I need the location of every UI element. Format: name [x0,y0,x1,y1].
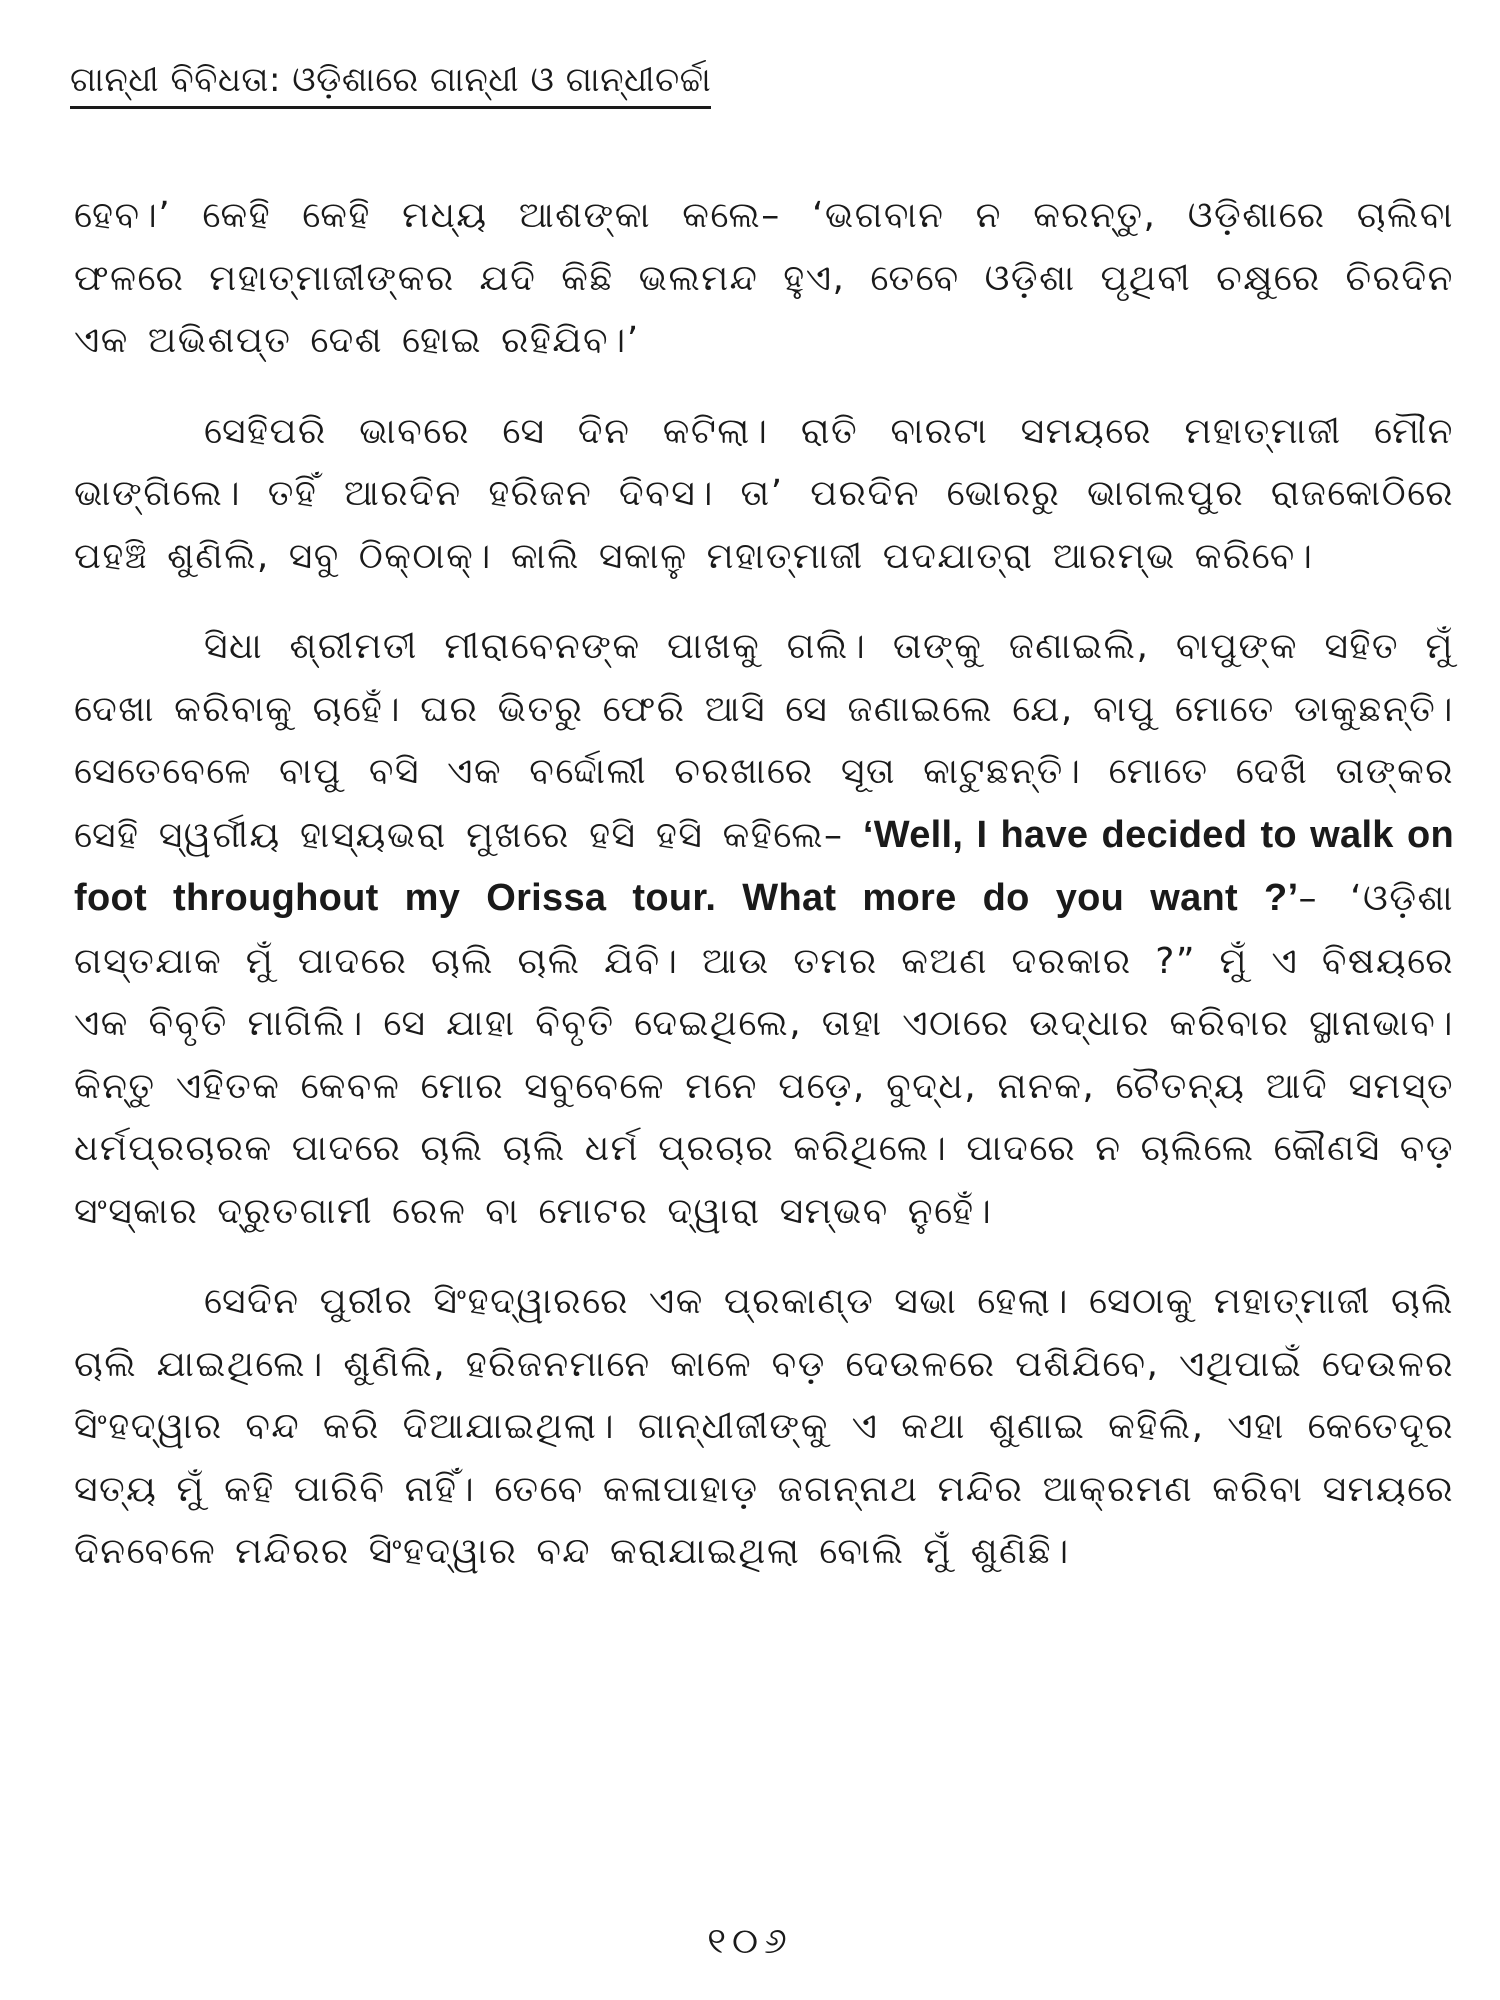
paragraph-4: ସେଦିନ ପୁରୀର ସିଂହଦ୍ୱାରରେ ଏକ ପ୍ରକାଣ୍ଡ ସଭା ହେଲା। ସେଠାକୁ ମହାତ୍ମାଜୀ ଚାଲି ଚାଲି ଯାଇଥିଲେ। ଶୁଣିଲି, ହରିଜନମାନେ କାଳେ ବଡ଼ ଦେଉଳରେ ପଶିଯିବେ, ଏଥିପାଇଁ ଦେଉଳର ସିଂହଦ୍ୱାର ବନ୍ଦ କରି ଦିଆଯାଇଥିଲା। ଗାନ୍ଧୀଜୀଙ୍କୁ ଏ କଥା ଶୁଣାଇ କହିଲି, ଏହା କେତେଦୂର ସତ୍ୟ ମୁଁ କହି ପାରିବି ନାହିଁ। ତେବେ କଳାପାହାଡ଼ ଜଗନ୍ନାଥ ମନ୍ଦିର ଆକ୍ରମଣ କରିବା ସମୟରେ ଦିନବେଳେ ମନ୍ଦିରର ସିଂହଦ୍ୱାର ବନ୍ଦ କରାଯାଇଥିଲା ବୋଲି ମୁଁ ଶୁଣିଛି। [74,1281,1454,1572]
english-quote: ‘Well, I have decided to walk on foot throughout my Orissa tour. What more do you want ?’ [74,813,1454,919]
body-text [74,185,1454,1612]
page-number: ୧୦୬ [707,1921,793,1962]
paragraph-3-text-before: ସିଧା ଶ୍ରୀମତୀ ମୀରାବେନଙ୍କ ପାଖକୁ ଗଲି। ତାଙ୍କୁ ଜଣାଇଲି, ବାପୁଙ୍କ ସହିତ ମୁଁ ଦେଖା କରିବାକୁ ଚାହେଁ। ଘର ଭିତରୁ ଫେରି ଆସି ସେ ଜଣାଇଲେ ଯେ, ବାପୁ ମୋତେ ଡାକୁଛନ୍ତି। ସେତେବେଳେ ବାପୁ ବସି ଏକ ବର୍ଦ୍ଦୋଲୀ ଚରଖାରେ ସୂତା କାଟୁଛନ୍ତି। ମୋତେ ଦେଖି ତାଙ୍କର ସେହି ସ୍ୱର୍ଗୀୟ ହାସ୍ୟଭରା ମୁଖରେ ହସି ହସି କହିଲେ– [74,626,1454,856]
paragraph-1: ହେବ।’ କେହି କେହି ମଧ୍ୟ ଆଶଙ୍କା କଲେ– ‘ଭଗବାନ ନ କରନ୍ତୁ, ଓଡ଼ିଶାରେ ଚାଲିବା ଫଳରେ ମହାତ୍ମାଜୀଙ୍କର ଯଦି କିଛି ଭଲମନ୍ଦ ହୁଏ, ତେବେ ଓଡ଼ିଶା ପୃଥିବୀ ଚକ୍ଷୁରେ ଚିରଦିନ ଏକ ଅଭିଶପ୍ତ ଦେଶ ହୋଇ ରହିଯିବ।’ [74,195,1454,361]
paragraph-3 [74,616,1454,1243]
paragraph-2: ସେହିପରି ଭାବରେ ସେ ଦିନ କଟିଲା। ରାତି ବାରଟା ସମୟରେ ମହାତ୍ମାଜୀ ମୌନ ଭାଙ୍ଗିଲେ। ତହିଁ ଆରଦିନ ହରିଜନ ଦିବସ। ତା’ ପରଦିନ ଭୋରରୁ ଭାଗଲପୁର ରାଜକୋଠିରେ ପହଞ୍ଚି ଶୁଣିଲି, ସବୁ ଠିକ୍‌ଠାକ୍। କାଲି ସକାଳୁ ମହାତ୍ମାଜୀ ପଦଯାତ୍ରା ଆରମ୍ଭ କରିବେ। [74,410,1454,577]
paragraph-3-text-after: – ‘ଓଡ଼ିଶା ଗସ୍ତଯାକ ମୁଁ ପାଦରେ ଚାଲି ଚାଲି ଯିବି। ଆଉ ତମର କଅଣ ଦରକାର ?” ମୁଁ ଏ ବିଷୟରେ ଏକ ବିବୃତି ମାଗିଲି। ସେ ଯାହା ବିବୃତି ଦେଇଥିଲେ, ତାହା ଏଠାରେ ଉଦ୍ଧାର କରିବାର ସ୍ଥାନାଭାବ। କିନ୍ତୁ ଏହିତକ କେବଳ ମୋର ସବୁବେଳେ ମନେ ପଡ଼େ, ବୁଦ୍ଧ, ନାନକ, ଚୈତନ୍ୟ ଆଦି ସମସ୍ତ ଧର୍ମପ୍ରଚାରକ ପାଦରେ ଚାଲି ଚାଲି ଧର୍ମ ପ୍ରଚାର କରିଥିଲେ। ପାଦରେ ନ ଚାଲିଲେ କୌଣସି ବଡ଼ ସଂସ୍କାର ଦ୍ରୁତଗାମୀ ରେଳ ବା ମୋଟର ଦ୍ୱାରା ସମ୍ଭବ ନୁହେଁ। [74,878,1455,1232]
running-header: ଗାନ୍ଧୀ ବିବିଧତା: ଓଡ଼ିଶାରେ ଗାନ୍ଧୀ ଓ ଗାନ୍ଧୀଚର୍ଚ୍ଚା [70,58,711,109]
